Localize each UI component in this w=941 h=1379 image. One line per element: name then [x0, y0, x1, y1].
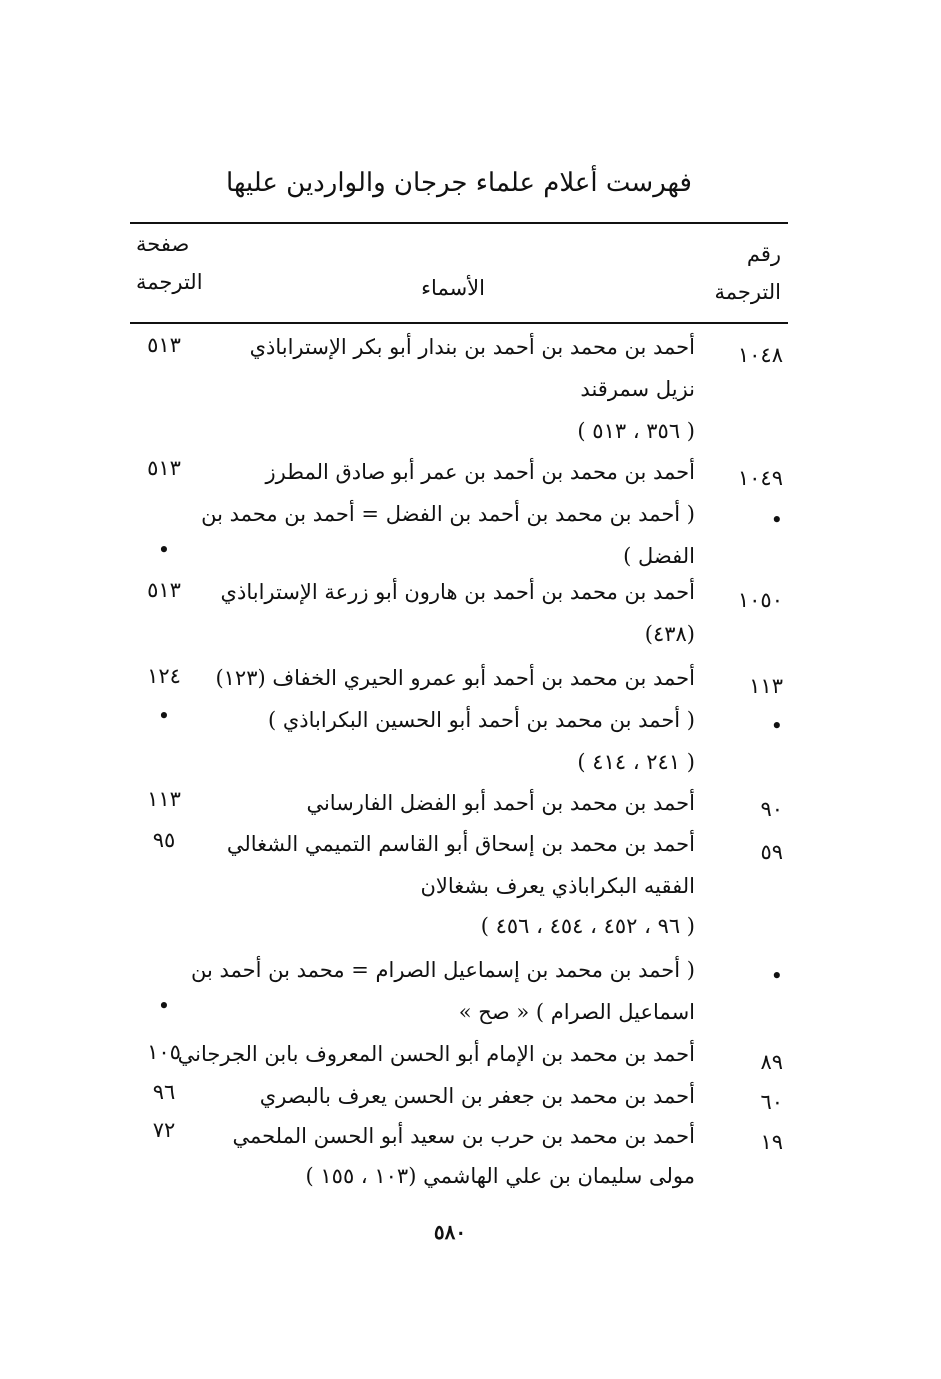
entry-number: ٦٠ — [760, 1090, 783, 1114]
entry-name-line: الفضل ) — [623, 544, 695, 568]
entry-number: ٩٠ — [760, 797, 783, 821]
header-number-line1: رقم — [746, 242, 781, 266]
page-number: ٥٨٠ — [433, 1220, 467, 1244]
entry-page: ٥١٣ — [147, 456, 181, 480]
entry-page: ١٠٥ — [147, 1040, 181, 1064]
entry-name-line: أحمد بن محمد بن أحمد بن بندار أبو بكر الإستراباذي — [249, 335, 695, 359]
entry-name-line: أحمد بن محمد بن حرب بن سعيد أبو الحسن الملحمي — [232, 1124, 695, 1148]
entry-page: ١٢٤ — [147, 664, 181, 688]
entry-page: ٩٥ — [152, 828, 176, 852]
entry-number: ١٠٤٩ — [737, 466, 783, 490]
entry-page: ١١٣ — [147, 787, 181, 811]
entry-name-line: اسماعيل الصرام ) « صح » — [458, 1000, 695, 1024]
entry-number: ٥٩ — [760, 840, 783, 864]
entry-name-line: أحمد بن محمد بن أحمد بن هارون أبو زرعة الإستراباذي — [220, 580, 695, 604]
entry-number: ٨٩ — [760, 1050, 783, 1074]
entry-name-line: ( ٩٦ ، ٤٥٢ ، ٤٥٤ ، ٤٥٦ ) — [480, 914, 695, 938]
entry-name-line: ( أحمد بن محمد بن إسماعيل الصرام = محمد بن أحمد بن — [190, 958, 695, 982]
entry-page: ٥١٣ — [147, 578, 181, 602]
entry-name-line: أحمد بن محمد بن إسحاق أبو القاسم التميمي الشغالي — [226, 832, 695, 856]
header-page-line2: الترجمة — [136, 270, 203, 294]
header-names: الأسماء — [421, 276, 485, 300]
entry-number: • — [770, 508, 783, 532]
entry-page: • — [157, 704, 171, 728]
entry-number: ١٠٥٠ — [737, 588, 783, 612]
entry-name-line: ( ٣٥٦ ، ٥١٣ ) — [577, 419, 695, 443]
entry-name-line: أحمد بن محمد بن أحمد بن عمر أبو صادق المطرز — [265, 460, 695, 484]
entry-name-line: (٤٣٨) — [644, 622, 695, 646]
header-top-rule — [130, 222, 788, 224]
entry-name-line: أحمد بن محمد بن جعفر بن الحسن يعرف بالبصري — [259, 1084, 695, 1108]
entry-number: ١١٣ — [749, 674, 783, 698]
header-number-line2: الترجمة — [714, 280, 781, 304]
header-bottom-rule — [130, 322, 788, 324]
entry-name-line: الفقيه البكراباذي يعرف بشغالان — [420, 874, 695, 898]
entry-number: ١٩ — [760, 1130, 783, 1154]
entry-number: • — [770, 964, 783, 988]
entry-name-line: ( أحمد بن محمد بن أحمد أبو الحسين البكراباذي ) — [267, 708, 695, 732]
entry-name-line: نزيل سمرقند — [580, 377, 695, 401]
entry-page: ٥١٣ — [147, 333, 181, 357]
entry-name-line: أحمد بن محمد بن الإمام أبو الحسن المعروف بابن الجرجاني — [177, 1042, 695, 1066]
entry-name-line: ( أحمد بن محمد بن أحمد بن الفضل = أحمد بن محمد بن — [201, 502, 695, 526]
entry-number: • — [770, 714, 783, 738]
entry-name-line: أحمد بن محمد بن أحمد أبو عمرو الحيري الخفاف (١٢٣) — [215, 666, 695, 690]
entry-number: ١٠٤٨ — [737, 343, 783, 367]
entry-page: ٧٢ — [152, 1118, 176, 1142]
page-title: فهرست أعلام علماء جرجان والواردين عليها — [226, 168, 692, 198]
entry-page: ٩٦ — [152, 1080, 176, 1104]
entry-name-line: مولى سليمان بن علي الهاشمي (١٠٣ ، ١٥٥ ) — [305, 1164, 695, 1188]
entry-page: • — [157, 538, 171, 562]
entry-name-line: ( ٢٤١ ، ٤١٤ ) — [577, 750, 695, 774]
entry-page: • — [157, 994, 171, 1018]
entry-name-line: أحمد بن محمد بن أحمد أبو الفضل الفارساني — [306, 791, 695, 815]
header-page-line1: صفحة — [136, 232, 190, 256]
